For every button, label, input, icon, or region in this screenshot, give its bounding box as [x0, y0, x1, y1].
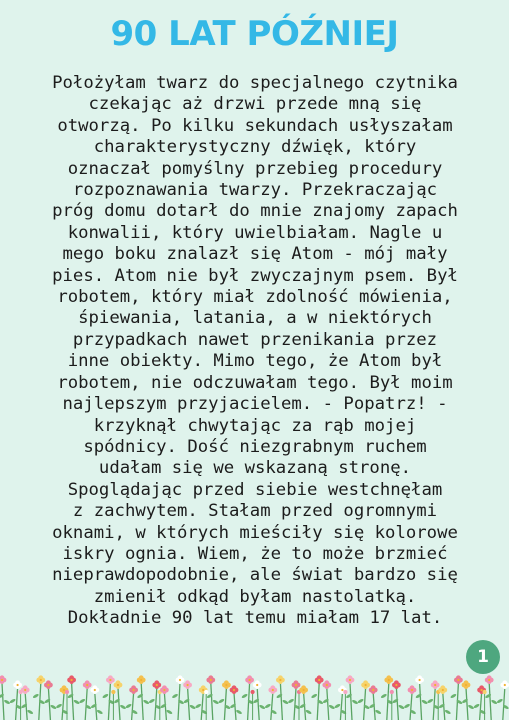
page-title: 90 LAT PÓŹNIEJ: [110, 14, 399, 54]
story-text: Położyłam twarz do specjalnego czytnika czekając aż drzwi przede mną się otworzą. Po kilku sekundach usłyszałam charakterystyczny dźwięk, który oznaczał pomyślny przebieg procedury rozpoznawania twarzy. Przekraczając próg domu dotarł do mnie znajomy zapach konwalii, który uwielbiałam. Nagle u mego boku znalazł się Atom - mój mały pies. Atom nie był zwyczajnym psem. Był robotem, który miał zdolność mówienia, śpiewania, latania, a w niektórych przypadkach nawet przenikania przez inne obiekty. Mimo tego, że Atom był robotem, nie odczuwałam tego. Był moim najlepszym przyjacielem. - Popatrz! - krzyknął chwytając za rąb mojej spódnicy. Dość niezgrabnym ruchem udałam się we wskazaną stronę. Spoglądając przed siebie westchnęłam z zachwytem. Stałam przed ogromnymi oknami, w których mieściły się kolorowe iskry ognia. Wiem, że to może brzmieć nieprawdopodobnie, ale świat bardzo się zmienił odkąd byłam nastolatką. Dokładnie 90 lat temu miałam 17 lat.: [52, 73, 458, 629]
flower-border-icon: [0, 674, 509, 720]
page-number-badge: 1: [466, 640, 500, 674]
